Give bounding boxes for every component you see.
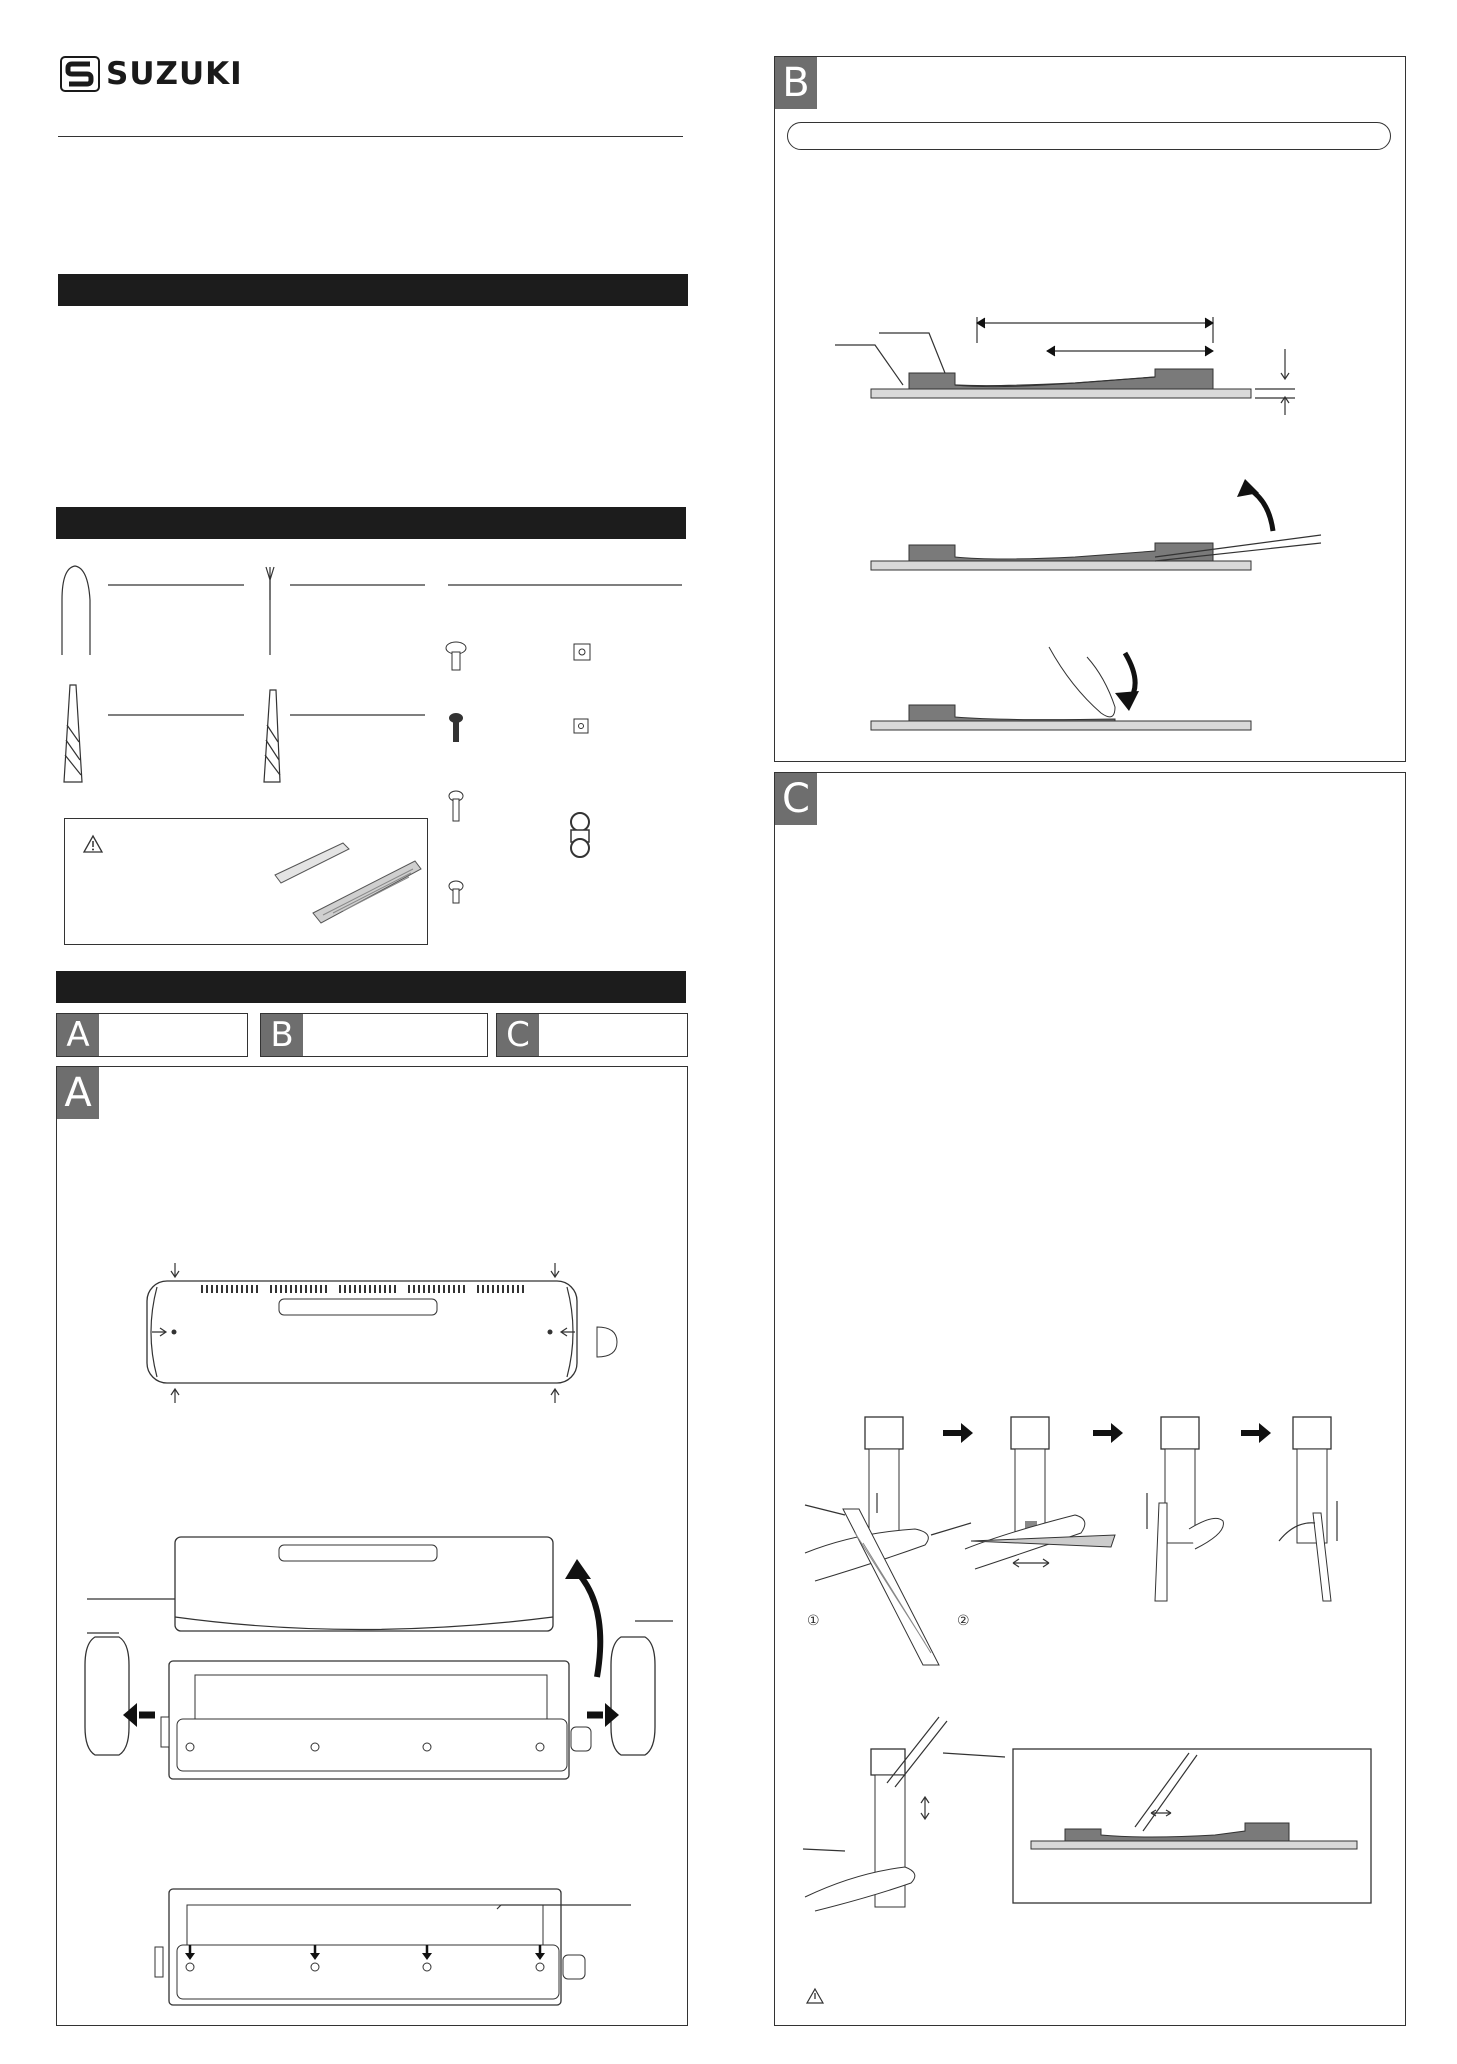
case-screw-view <box>155 1889 631 2005</box>
reed-pressing-diagram <box>871 647 1251 730</box>
part-spring-icon <box>571 813 589 857</box>
tab-b-letter: B <box>261 1014 303 1056</box>
case-exploded-view <box>85 1537 673 1779</box>
warning-box <box>64 818 428 945</box>
panel-a-diagrams <box>57 1067 689 2027</box>
step-2-label: ② <box>957 1613 970 1629</box>
screw-1-icon <box>446 642 466 670</box>
panel-c-letter: C <box>775 773 817 825</box>
panel-b-diagrams <box>775 57 1407 763</box>
reed-measurement-diagram <box>835 317 1295 415</box>
part-square-1-icon <box>574 644 590 660</box>
brand-name: SUZUKI <box>106 56 243 92</box>
files-photo <box>273 833 423 933</box>
file-2-icon <box>264 690 280 782</box>
panel-a-letter: A <box>57 1067 99 1119</box>
panel-c-warning-icon <box>807 1989 823 2003</box>
step-1-label: ① <box>807 1613 820 1629</box>
tuning-inset-box <box>1013 1749 1371 1903</box>
tuning-detail-diagram <box>803 1717 1371 1911</box>
panel-a <box>56 1066 688 2026</box>
panel-b-letter: B <box>775 57 817 109</box>
part-square-2-icon <box>574 719 588 733</box>
tab-a[interactable] <box>56 1013 248 1057</box>
tab-c-letter: C <box>497 1014 539 1056</box>
panel-c <box>774 772 1406 2026</box>
screwdriver-icon <box>266 567 274 655</box>
section-bar-2 <box>56 507 686 539</box>
screw-3-icon <box>449 791 463 821</box>
header-rule <box>58 136 683 137</box>
panel-c-diagrams <box>775 773 1407 2027</box>
screw-2-icon <box>449 713 463 742</box>
screw-4-icon <box>449 881 463 903</box>
section-bar-3 <box>56 971 686 1003</box>
case-top-view <box>147 1263 617 1403</box>
tab-b[interactable] <box>260 1013 488 1057</box>
panel-b <box>774 56 1406 762</box>
reed-lifting-diagram <box>871 479 1321 570</box>
reed-wrench-icon <box>62 566 90 655</box>
suzuki-s-logo-icon <box>60 56 100 92</box>
tab-a-letter: A <box>57 1014 99 1056</box>
filing-sequence-diagram <box>805 1417 1337 1665</box>
file-1-icon <box>64 685 82 782</box>
brand-logo <box>60 56 260 92</box>
section-bar-1 <box>58 274 688 306</box>
panel-b-caption-pill <box>787 122 1391 150</box>
tab-c[interactable] <box>496 1013 688 1057</box>
warning-triangle-icon <box>83 835 103 853</box>
